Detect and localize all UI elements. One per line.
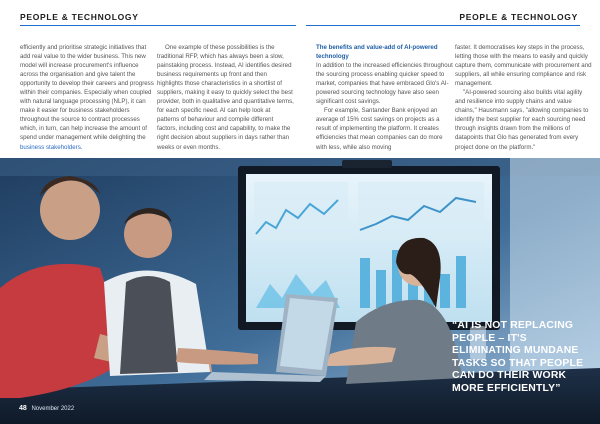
section-label-left: PEOPLE & TECHNOLOGY: [20, 12, 139, 22]
column-3-paragraph-2: For example, Santander Bank enjoyed an average of 15% cost savings on projects as a result of implementing the platform. It creates efficiencies that mean companies can do more with less, while also moving: [316, 107, 443, 151]
header-rule-right: [306, 25, 580, 26]
text-column-1: [20, 43, 157, 152]
column-2-paragraph: One example of these possibilities is the traditional RFP, which has always been a slow, painstaking process. Instead, AI identifies desired business requirements up front and then highlights those characteristics in a shortlist of suppliers, making it easy to quickly select the best provider, both in qualitative and quantitative terms, for each specific need. AI can help look at patterns of behaviour and compile different factors, including cost and capability, to make the right decision about suppliers in days rather than weeks or even months.: [157, 44, 294, 151]
header-rule-left: [20, 25, 296, 26]
column-1-text-b: This new model will increase procurement's influence across the organisation and give talent the opportunity to develop their careers and progress within their companies. Especially when coupled with natural language processing (NLP), it can make it easier for business stakeholders throughout the source to contract processes which, in turn, can help increase the amount of spend under management while delighting the: [20, 53, 154, 142]
column-1-paragraph: [20, 43, 157, 152]
page-number: 48: [19, 405, 27, 412]
page-header: [0, 0, 600, 26]
text-column-4: [455, 43, 592, 152]
column-3-paragraph-1: In addition to the increased efficiencies throughout the sourcing process enabling quicker speed to market, companies that have embraced Glo's AI-powered sourcing technology have also seen significant cost savings.: [316, 62, 453, 106]
subheading-benefits: The benefits and value-add of AI-powered technology: [316, 44, 438, 61]
column-4-paragraph-1: faster. It democratises key steps in the process, letting those with the means to easily and quickly capture them, communicate with procurement and suppliers, all while ensuring compliance and risk management.: [455, 44, 592, 88]
column-1-text-end: .: [80, 143, 83, 151]
stakeholders-link[interactable]: business stakeholders: [20, 143, 81, 151]
text-column-2: [157, 43, 294, 152]
issue-date: November 2022: [31, 406, 75, 412]
pull-quote: “AI IS NOT REPLACING PEOPLE – IT'S ELIMINATING MUNDANE TASKS SO THAT PEOPLE CAN DO THEIR WORK MORE EFFICIENTLY”: [452, 320, 584, 394]
section-label-right: PEOPLE & TECHNOLOGY: [459, 12, 578, 22]
text-column-3: [316, 43, 453, 152]
column-1-text-a: efficiently and prioritise strategic initiatives that add real value to the wider business.: [20, 44, 147, 61]
page-footer: [19, 405, 74, 412]
column-4-paragraph-2: "AI-powered sourcing also builds vital agility and resilience into supply chains and value chains," Hausmann says, "allowing companies to identify the best supplier for each sourcing need through insights drawn from the millions of datapoints that Glo has generated from every project done on the platform.": [455, 89, 589, 151]
